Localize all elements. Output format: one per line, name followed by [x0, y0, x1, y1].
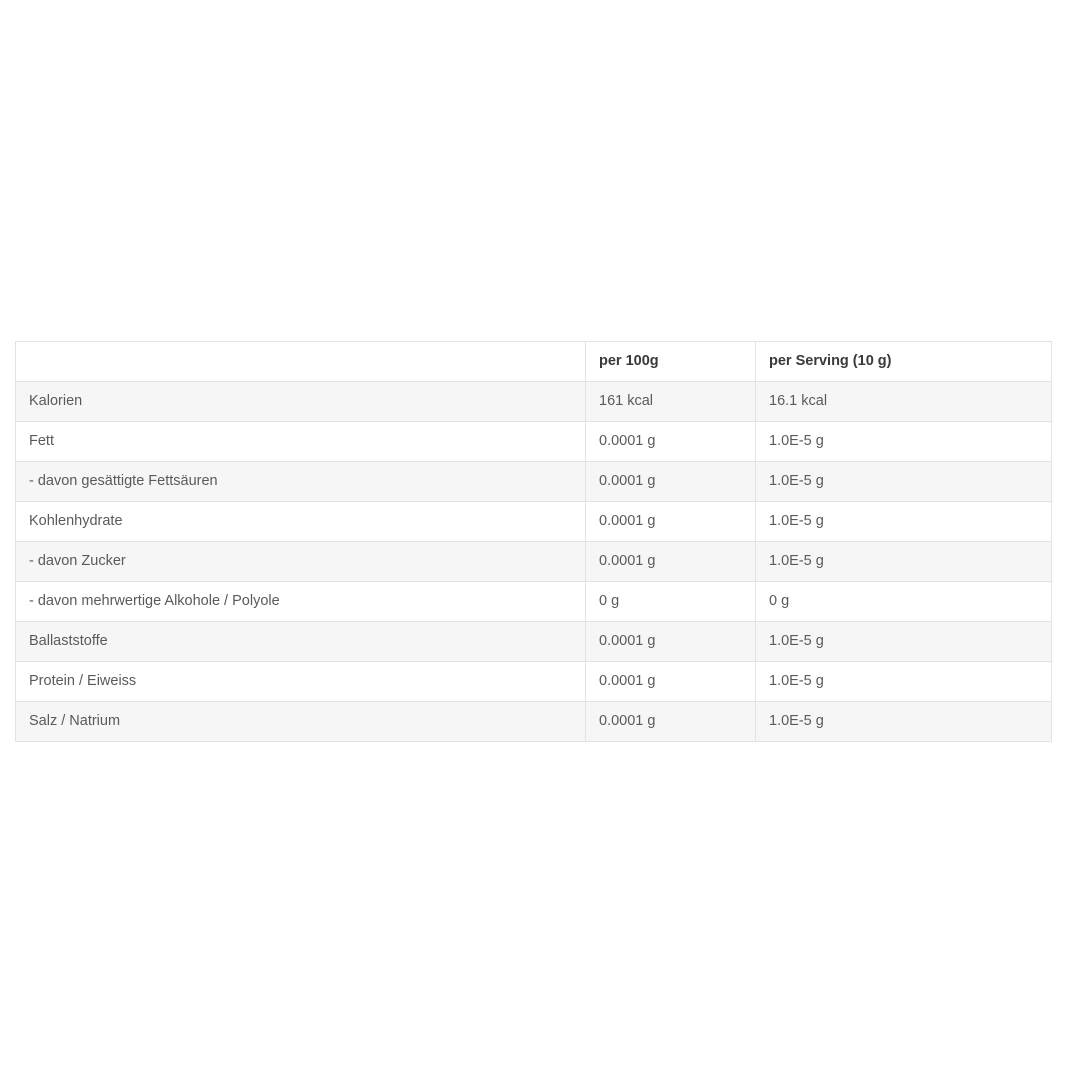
row-label: Fett: [16, 422, 586, 462]
table-row: [16, 462, 1052, 502]
row-value-per-100g: 161 kcal: [586, 382, 756, 422]
row-value-per-100g: 0 g: [586, 582, 756, 622]
row-value-per-serving: 1.0E-5 g: [756, 422, 1052, 462]
row-value-per-100g: 0.0001 g: [586, 462, 756, 502]
row-label: Kohlenhydrate: [16, 502, 586, 542]
row-value-per-serving: 1.0E-5 g: [756, 542, 1052, 582]
row-value-per-serving: 1.0E-5 g: [756, 622, 1052, 662]
column-header-per-100g: per 100g: [586, 342, 756, 382]
table-row: [16, 542, 1052, 582]
row-label: - davon gesättigte Fettsäuren: [16, 462, 586, 502]
row-value-per-100g: 0.0001 g: [586, 622, 756, 662]
nutrition-table-container: [15, 341, 1051, 742]
table-body: [16, 382, 1052, 742]
row-value-per-serving: 0 g: [756, 582, 1052, 622]
row-value-per-serving: 1.0E-5 g: [756, 502, 1052, 542]
table-header-row: [16, 342, 1052, 382]
table-row: [16, 382, 1052, 422]
row-value-per-100g: 0.0001 g: [586, 702, 756, 742]
column-header-nutrient: [16, 342, 586, 382]
row-label: - davon mehrwertige Alkohole / Polyole: [16, 582, 586, 622]
row-label: Ballaststoffe: [16, 622, 586, 662]
row-label: Protein / Eiweiss: [16, 662, 586, 702]
row-value-per-serving: 1.0E-5 g: [756, 662, 1052, 702]
table-row: [16, 422, 1052, 462]
table-row: [16, 622, 1052, 662]
column-header-per-serving: per Serving (10 g): [756, 342, 1052, 382]
nutrition-table: [15, 341, 1052, 742]
table-row: [16, 702, 1052, 742]
row-value-per-100g: 0.0001 g: [586, 422, 756, 462]
row-label: Kalorien: [16, 382, 586, 422]
row-value-per-serving: 1.0E-5 g: [756, 462, 1052, 502]
row-value-per-100g: 0.0001 g: [586, 542, 756, 582]
row-label: - davon Zucker: [16, 542, 586, 582]
row-value-per-serving: 1.0E-5 g: [756, 702, 1052, 742]
row-value-per-100g: 0.0001 g: [586, 502, 756, 542]
table-row: [16, 662, 1052, 702]
table-header: [16, 342, 1052, 382]
row-label: Salz / Natrium: [16, 702, 586, 742]
row-value-per-100g: 0.0001 g: [586, 662, 756, 702]
table-row: [16, 502, 1052, 542]
table-row: [16, 582, 1052, 622]
row-value-per-serving: 16.1 kcal: [756, 382, 1052, 422]
